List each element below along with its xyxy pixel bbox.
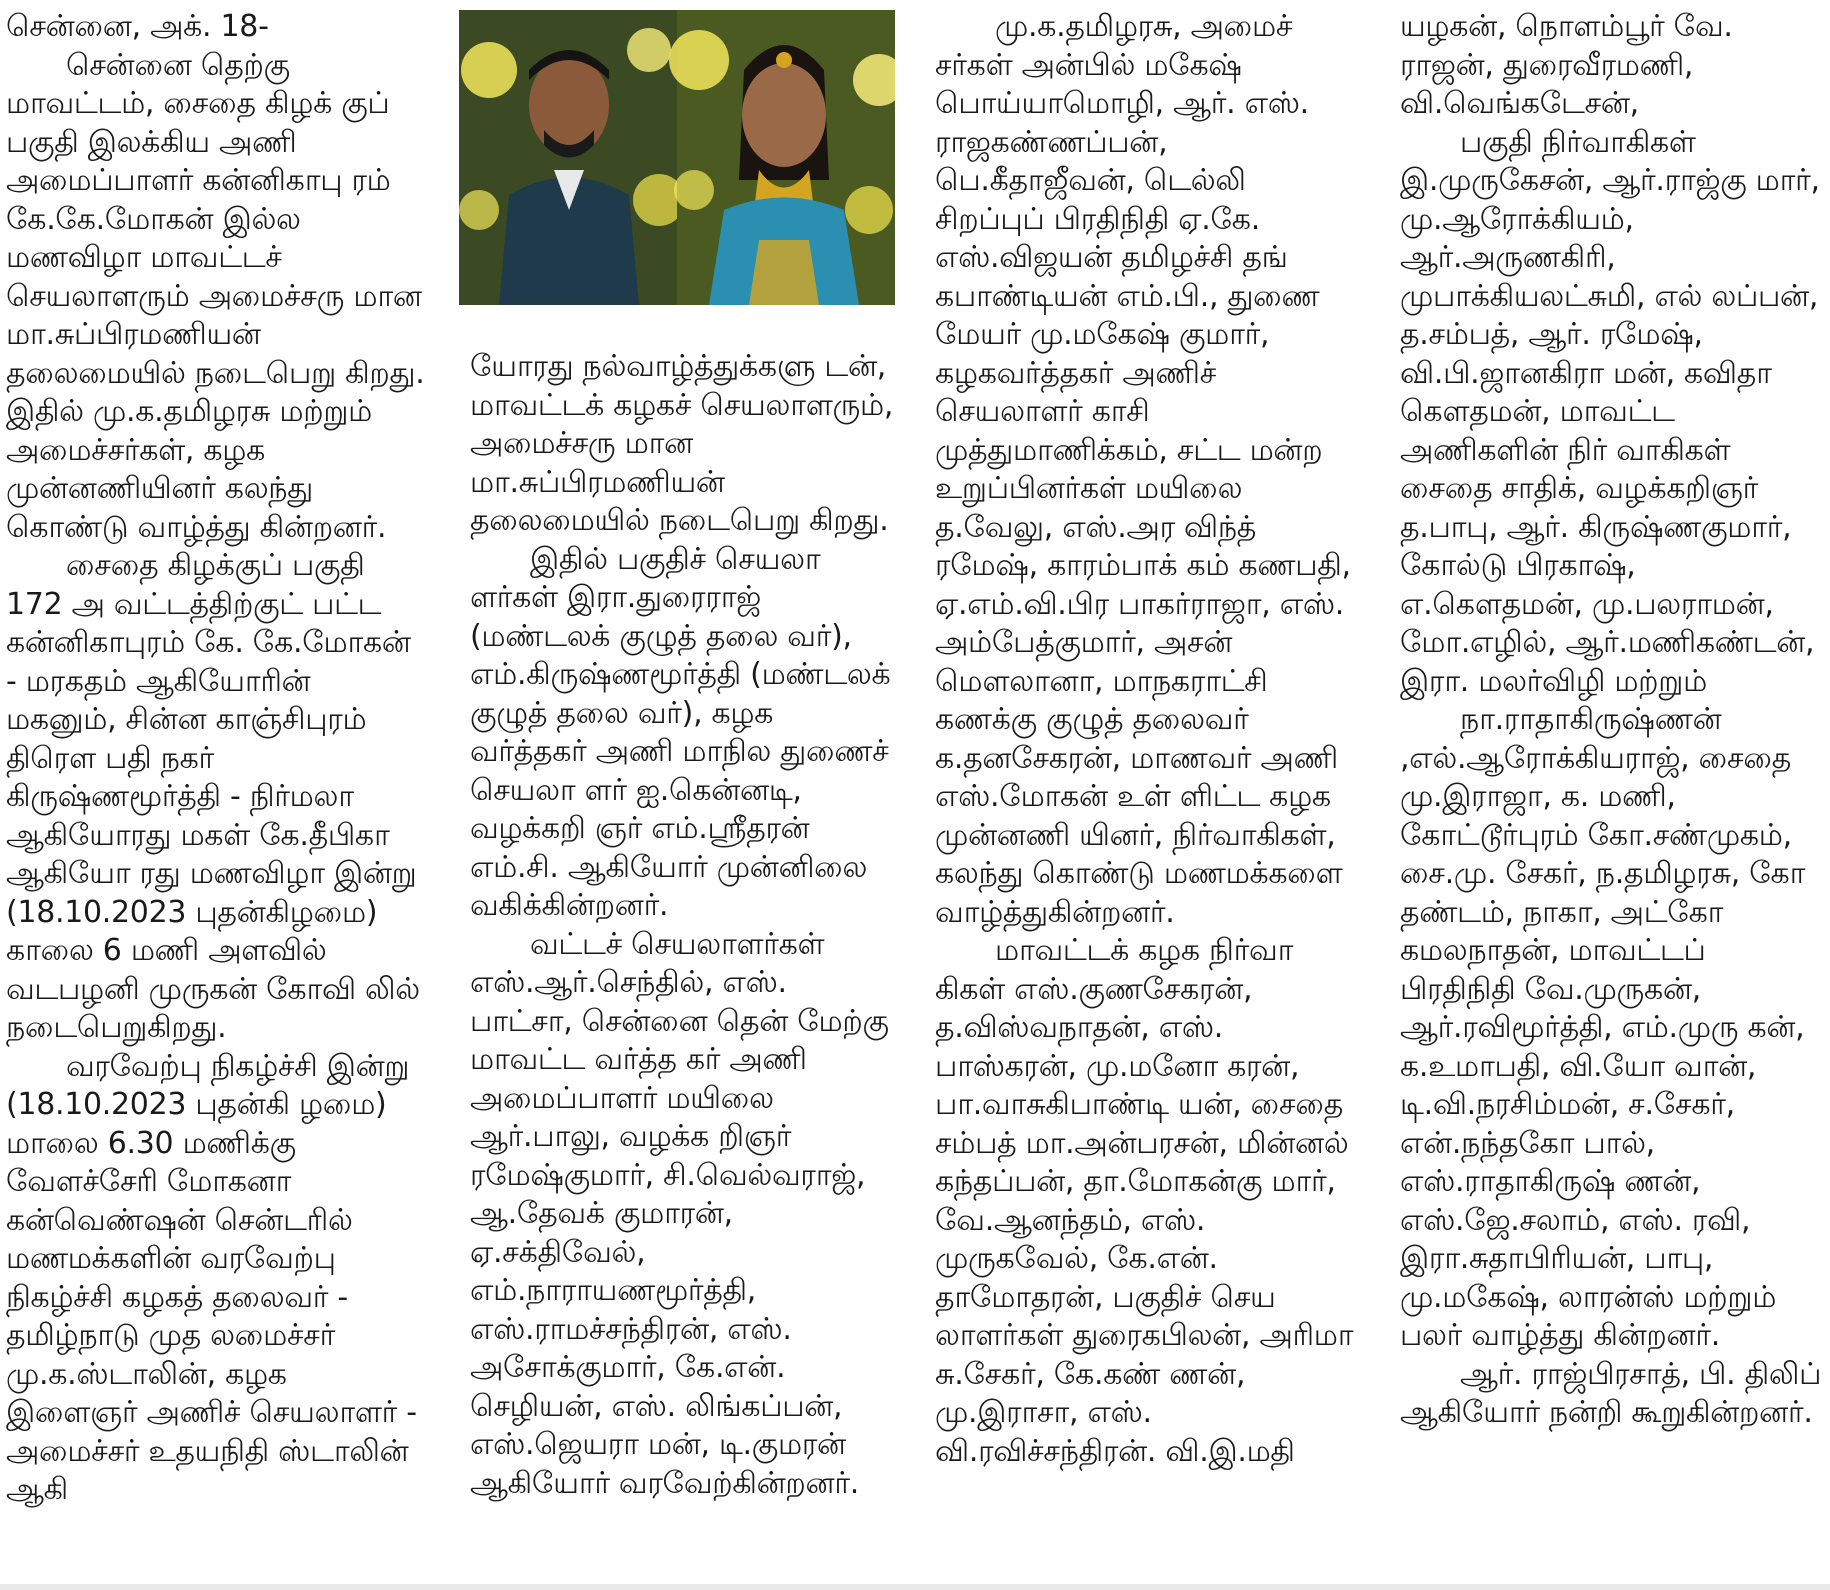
paragraph: சைதை கிழக்குப் பகுதி 172 அ வட்டத்திற்குட் பட்ட கன்னிகாபுரம் கே. கே.மோகன் - மரகதம் ஆகியோரின் மகனும், சின்ன காஞ்சிபுரம் திரௌ பதி நகர் கிருஷ்ணமூர்த்தி - நிர்மலா ஆகியோரது மகள் கே.தீபிகா ஆகியோ ரது மணவிழா இன்று (18.10.2023 புதன்கிழமை) காலை 6 மணி அளவில் வடபழனி முருகன் கோவி லில் நடைபெறுகிறது.: [6, 548, 420, 1045]
paragraph: வரவேற்பு நிகழ்ச்சி இன்று (18.10.2023 புதன்கி ழமை) மாலை 6.30 மணிக்கு வேளச்சேரி மோகனா கன்வெண்ஷன் சென்டரில் மணமக்களின் வரவேற்பு நிகழ்ச்சி கழகத் தலைவர் - தமிழ்நாடு முத லமைச்சர் மு.க.ஸ்டாலின், கழக இளைஞர் அணிச் செயலாளர் - அமைச்சர் உதயநிதி ஸ்டாலின் ஆகி: [6, 1048, 417, 1507]
paragraph: நா.ராதாகிருஷ்ணன் ,எல்.ஆரோக்கியராஜ், சைதை மு.இராஜா, க. மணி, கோட்டூர்புரம் கோ.சண்முகம், சை.மு. சேகர், ந.தமிழரசு, கோ தண்டம், நாகா, அட்கோ கமலநாதன், மாவட்டப் பிரதிநிதி வே.முருகன், ஆர்.ரவிமூர்த்தி, எம்.முரு கன், க.உமாபதி, வி.யோ வான், டி.வி.நரசிம்மன், ச.சேகர், என்.நந்தகோ பால், எஸ்.ராதாகிருஷ் ணன், எஸ்.ஜே.சலாம், எஸ். ரவி, இரா.சுதாபிரியன், பாபு, மு.மகேஷ், லாரன்ஸ் மற்றும் பலர் வாழ்த்து கின்றனர்.: [1400, 702, 1806, 1353]
paragraph: யழகன், நொளம்பூர் வே. ராஜன், துரைவீரமணி, வி.வெங்கடேசன்,: [1400, 9, 1733, 121]
bottom-rule: [0, 1584, 1830, 1590]
paragraph: இதில் பகுதிச் செயலா ளர்கள் இரா.துரைராஜ் (மண்டலக் குழுத் தலை வர்), எம்.கிருஷ்ணமூர்த்தி (மண்டலக் குழுத் தலை வர்), கழக வர்த்தகர் அணி மாநில துணைச் செயலா ளர் ஐ.கென்னடி, வழக்கறி ஞர் எம்.ஸ்ரீதரன் எம்.சி. ஆகியோர் முன்னிலை வகிக்கின்றனர்.: [470, 541, 891, 923]
paragraph: வட்டச் செயலாளர்கள் எஸ்.ஆர்.செந்தில், எஸ். பாட்சா, சென்னை தென் மேற்கு மாவட்ட வர்த்த கர் அணி அமைப்பாளர் மயிலை ஆர்.பாலு, வழக்க றிஞர் ரமேஷ்குமார், சி.வெல்வராஜ், ஆ.தேவக் குமாரன், ஏ.சக்திவேல், எம்.நாராயணமூர்த்தி, எஸ்.ராமச்சந்திரன், எஸ். அசோக்குமார், கே.என். செழியன், எஸ். லிங்கப்பன், எஸ்.ஜெயரா மன், டி.குமரன் ஆகியோர் வரவேற்கின்றனர்.: [470, 926, 889, 1501]
couple-photo: [459, 10, 895, 305]
dateline: சென்னை, அக். 18-: [6, 9, 269, 44]
column-4: [1400, 8, 1825, 1433]
column-1: [6, 8, 426, 1510]
paragraph: யோரது நல்வாழ்த்துக்களு டன், மாவட்டக் கழகச் செயலாளரும், அமைச்சரு மான மா.சுப்பிரமணியன் தலைமையில் நடைபெறு கிறது.: [470, 349, 894, 538]
paragraph: பகுதி நிர்வாகிகள் இ.முருகேசன், ஆர்.ராஜ்கு மார், மு.ஆரோக்கியம், ஆர்.அருணகிரி, முபாக்கியலட்சுமி, எல் லப்பன், த.சம்பத், ஆர். ரமேஷ், வி.பி.ஜானகிரா மன், கவிதா கௌதமன், மாவட்ட அணிகளின் நிர் வாகிகள் சைதை சாதிக், வழக்கறிஞர் த.பாபு, ஆர். கிருஷ்ணகுமார், கோல்டு பிரகாஷ், எ.கௌதமன், மு.பலராமன், மோ.எழில், ஆர்.மணிகண்டன், இரா. மலர்விழி மற்றும்: [1400, 124, 1820, 699]
paragraph: ஆர். ராஜ்பிரசாத், பி. திலிப் ஆகியோர் நன்றி கூறுகின்றனர்.: [1400, 1356, 1822, 1430]
column-3: [935, 8, 1360, 1471]
column-2: [470, 348, 895, 1503]
paragraph: மு.க.தமிழரசு, அமைச் சர்கள் அன்பில் மகேஷ் பொய்யாமொழி, ஆர். எஸ். ராஜகண்ணப்பன், பெ.கீதாஜீவன், டெல்லி சிறப்புப் பிரதிநிதி ஏ.கே. எஸ்.விஜயன் தமிழச்சி தங் கபாண்டியன் எம்.பி., துணை மேயர் மு.மகேஷ் குமார், கழகவர்த்தகர் அணிச் செயலாளர் காசி முத்துமாணிக்கம், சட்ட மன்ற உறுப்பினர்கள் மயிலை த.வேலு, எஸ்.அர விந்த் ரமேஷ், காரம்பாக் கம் கணபதி, ஏ.எம்.வி.பிர பாகர்ராஜா, எஸ். அம்பேத்குமார், அசன் மௌலானா, மாநகராட்சி கணக்கு குழுத் தலைவர் க.தனசேகரன், மாணவர் அணி எஸ்.மோகன் உள் ளிட்ட கழக முன்னணி யினர், நிர்வாகிகள், கலந்து கொண்டு மணமக்களை வாழ்த்துகின்றனர்.: [935, 9, 1351, 930]
couple-photo-icon: [459, 10, 895, 305]
paragraph: சென்னை தெற்கு மாவட்டம், சைதை கிழக் குப் பகுதி இலக்கிய அணி அமைப்பாளர் கன்னிகாபு ரம் கே.கே.மோகன் இல்ல மணவிழா மாவட்டச் செயலாளரும் அமைச்சரு மான மா.சுப்பிரமணியன் தலைமையில் நடைபெறு கிறது. இதில் மு.க.தமிழரசு மற்றும் அமைச்சர்கள், கழக முன்னணியினர் கலந்து கொண்டு வாழ்த்து கின்றனர்.: [6, 47, 425, 545]
paragraph: மாவட்டக் கழக நிர்வா கிகள் எஸ்.குணசேகரன், த.விஸ்வநாதன், எஸ். பாஸ்கரன், மு.மனோ கரன், பா.வாசுகிபாண்டி யன், சைதை சம்பத் மா.அன்பரசன், மின்னல் கந்தப்பன், தா.மோகன்கு மார், வே.ஆனந்தம், எஸ். முருகவேல், கே.என். தாமோதரன், பகுதிச் செய லாளர்கள் துரைகபிலன், அரிமா சு.சேகர், கே.கண் ணன், மு.இராசா, எஸ். வி.ரவிச்சந்திரன். வி.இ.மதி: [935, 933, 1354, 1469]
